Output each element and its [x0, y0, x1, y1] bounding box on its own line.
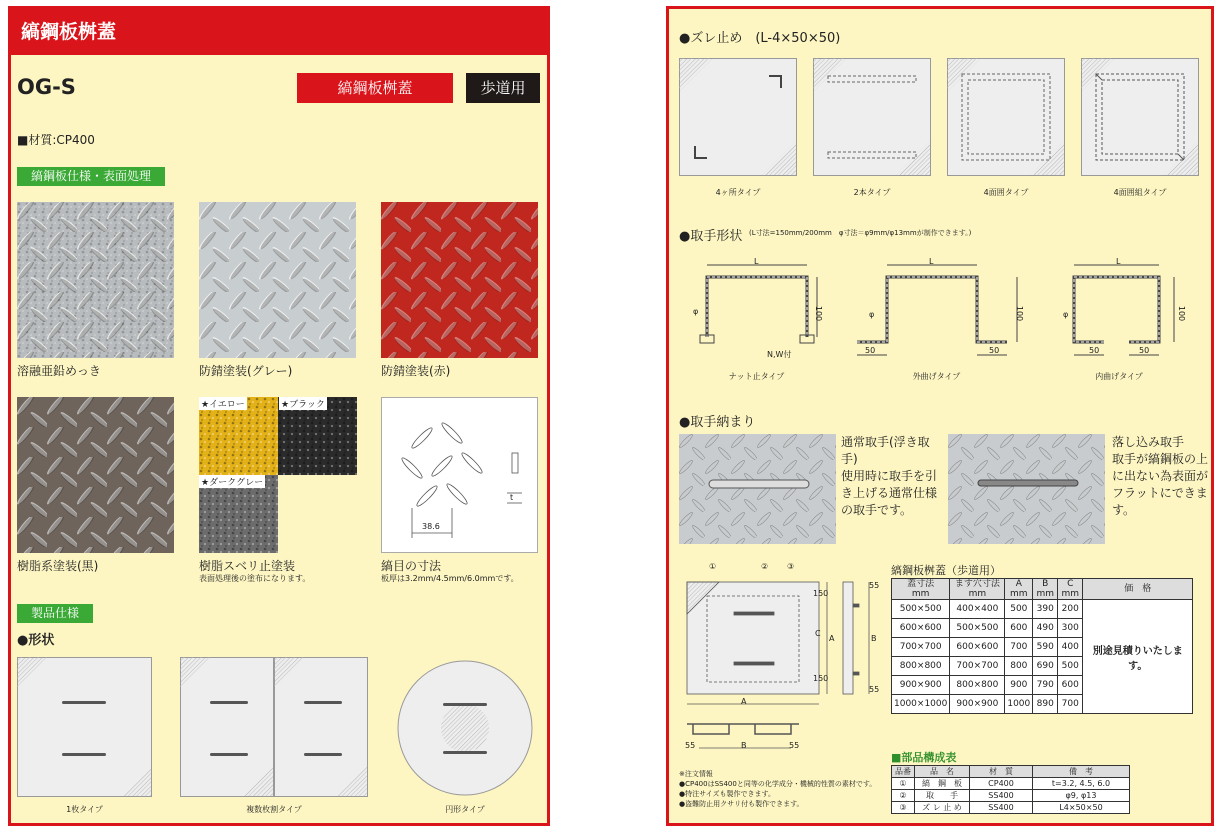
spec-header: ます穴寸法 mm: [950, 579, 1005, 600]
table-row: [892, 790, 1130, 802]
cell: SS400: [970, 802, 1033, 814]
nut-handle-drawing: [687, 257, 822, 367]
gray-paint-photo: [199, 202, 356, 358]
cell: 490: [1033, 619, 1058, 638]
cell: 500×500: [892, 600, 950, 619]
cell: 800×800: [950, 676, 1005, 695]
parts-table: [891, 765, 1130, 814]
dim-50: 50: [989, 346, 1000, 355]
dim-50: 50: [865, 346, 876, 355]
cell: 1000: [1005, 695, 1033, 714]
cell: 900: [1005, 676, 1033, 695]
parts-header: 備 考: [1033, 766, 1130, 778]
handle-type-label: 外曲げタイプ: [912, 372, 961, 381]
black-label: ★ブラック: [279, 397, 327, 410]
dim-B: B: [741, 741, 747, 750]
cell: CP400: [970, 778, 1033, 790]
cell: 縞 鋼 板: [915, 778, 970, 790]
cell: ズ レ 止 め: [915, 802, 970, 814]
yellow-label: ★イエロー: [199, 397, 247, 410]
storage-heading: ●取手納まり: [679, 415, 756, 430]
cell: 690: [1033, 657, 1058, 676]
stopper-2bar-drawing: [813, 58, 931, 176]
cell: 200: [1058, 600, 1083, 619]
cell: 300: [1058, 619, 1083, 638]
text-line: 通常取手(浮き取: [841, 435, 930, 449]
shape-label: 1枚タイプ: [66, 805, 103, 814]
parts-header: 材 質: [970, 766, 1033, 778]
finish-note: 板厚は3.2mm/4.5mm/6.0mmです。: [381, 574, 519, 583]
table-row: [892, 778, 1130, 790]
dim-55: 55: [685, 741, 696, 750]
dim-nut: N,W付: [767, 350, 792, 359]
cell: 800: [1005, 657, 1033, 676]
product-tag: 縞鋼板桝蓋: [297, 73, 453, 103]
drop-handle-photo: [948, 434, 1105, 544]
cell: 700×700: [892, 638, 950, 657]
shape-label: 複数枚割タイプ: [246, 805, 302, 814]
cell: 700: [1005, 638, 1033, 657]
dim-100: 100: [1015, 305, 1025, 322]
dim-50: 50: [1139, 346, 1150, 355]
pattern-width-label: 38.6: [422, 522, 440, 531]
text-line: 取手が縞鋼板の上: [1112, 452, 1209, 466]
parts-header: 品 名: [915, 766, 970, 778]
cell: 700×700: [950, 657, 1005, 676]
callout-3: ③: [787, 562, 795, 571]
finish-label: 樹脂系塗装(黒): [17, 559, 99, 573]
dim-A: A: [741, 697, 747, 706]
stopper-label: 4面囲組タイプ: [1113, 188, 1167, 197]
cell: 500: [1005, 600, 1033, 619]
shape-heading: ●形状: [17, 633, 55, 648]
dim-phi: φ: [1063, 310, 1069, 319]
split-plate-drawing: [180, 657, 368, 797]
stopper-4corner-drawing: [679, 58, 797, 176]
stopper-heading: ●ズレ止め (L-4×50×50): [679, 31, 841, 46]
cell: 590: [1033, 638, 1058, 657]
text-line: す。: [1112, 503, 1136, 517]
finish-label: 溶融亜鉛めっき: [17, 364, 101, 378]
cell: 600: [1058, 676, 1083, 695]
pattern-dimension-drawing: [381, 397, 538, 553]
text-line: フラットにできま: [1112, 486, 1208, 500]
finish-label: 樹脂スベリ止塗装: [199, 559, 296, 573]
red-paint-photo: [381, 202, 538, 358]
spec-header: 蓋寸法 mm: [892, 579, 950, 600]
text-line: に出ない為表面が: [1112, 469, 1209, 483]
dim-150: 150: [813, 589, 829, 598]
dim-L: L: [1116, 257, 1121, 266]
note-line: ※注文情報: [679, 770, 713, 778]
price-cell: 別途見積りいたします。: [1083, 600, 1193, 714]
text-line: き上げる通常仕様: [841, 486, 938, 500]
finish-label: 防錆塗装(グレー): [199, 364, 293, 378]
handle-note: (L寸法=150mm/200mm φ寸法＝φ9mm/φ13mmが制作できます。): [749, 229, 972, 237]
cell: ②: [892, 790, 915, 802]
dim-55: 55: [869, 685, 880, 694]
finish-label: 縞目の寸法: [381, 559, 442, 573]
cell: SS400: [970, 790, 1033, 802]
note-line: ●盗難防止用クサリ付も製作できます。: [679, 800, 804, 808]
cell: 800×800: [892, 657, 950, 676]
dim-55: 55: [869, 581, 880, 590]
product-section-label: 製品仕様: [17, 604, 93, 623]
cell: 取 手: [915, 790, 970, 802]
normal-handle-photo: [679, 434, 836, 544]
cell: t=3.2, 4.5, 6.0: [1033, 778, 1130, 790]
model-code: OG-S: [17, 75, 76, 99]
cell: 600×600: [892, 619, 950, 638]
cell: ①: [892, 778, 915, 790]
dim-50: 50: [1089, 346, 1100, 355]
cell: 900×900: [892, 676, 950, 695]
cell: ③: [892, 802, 915, 814]
finish-note: 表面処理後の塗布になります。: [199, 574, 311, 583]
dim-phi: φ: [869, 310, 875, 319]
table-row: [892, 802, 1130, 814]
dim-100: 100: [814, 305, 824, 322]
handle-type-label: ナット止タイプ: [728, 372, 785, 381]
dim-phi: φ: [693, 307, 699, 316]
thickness-label: t: [510, 493, 514, 502]
right-catalog-page: [666, 6, 1214, 826]
spec-header: B mm: [1033, 579, 1058, 600]
dim-55: 55: [789, 741, 800, 750]
dim-B-side: B: [871, 634, 877, 643]
callout-2: ②: [761, 562, 769, 571]
cell: L4×50×50: [1033, 802, 1130, 814]
dim-L: L: [754, 257, 759, 266]
anti-slip-samples: [199, 397, 357, 553]
galvanized-photo: [17, 202, 174, 358]
handle-type-label: 内曲げタイプ: [1095, 372, 1143, 381]
spec-table-title: 縞鋼板桝蓋（歩道用）: [891, 564, 1001, 577]
order-notes: [679, 769, 876, 809]
shape-label: 円形タイプ: [445, 805, 485, 814]
text-line: の取手です。: [841, 503, 913, 517]
drop-handle-text: [1112, 434, 1208, 519]
surface-section-label: 縞鋼板仕様・表面処理: [17, 167, 165, 186]
cell: 790: [1033, 676, 1058, 695]
stopper-label: 4面囲タイプ: [983, 188, 1029, 197]
dim-L: L: [929, 257, 934, 266]
handle-heading: ●取手形状: [679, 229, 743, 244]
left-catalog-page: [8, 6, 550, 826]
note-line: ●特注サイズも製作できます。: [679, 790, 775, 798]
stopper-label: 2本タイプ: [853, 188, 891, 197]
darkgray-label: ★ダークグレー: [199, 475, 265, 488]
table-row: [892, 600, 1193, 619]
text-line: 使用時に取手を引: [841, 469, 938, 483]
stopper-4side-assembled-drawing: [1081, 58, 1199, 176]
cell: 400: [1058, 638, 1083, 657]
cell: 600×600: [950, 638, 1005, 657]
material-text: ■材質:CP400: [17, 133, 95, 147]
cell: 890: [1033, 695, 1058, 714]
callout-1: ①: [709, 562, 717, 571]
round-plate-drawing: [396, 659, 534, 797]
spec-header: A mm: [1005, 579, 1033, 600]
dim-C: C: [815, 629, 821, 638]
assembly-drawing: [679, 564, 879, 754]
finish-label: 防錆塗装(赤): [381, 364, 451, 378]
cell: 1000×1000: [892, 695, 950, 714]
dim-100: 100: [1177, 305, 1187, 322]
single-plate-drawing: [17, 657, 152, 797]
cell: 390: [1033, 600, 1058, 619]
parts-table-title: ■部品構成表: [891, 751, 957, 764]
page-title: 縞鋼板桝蓋: [11, 9, 547, 55]
text-line: 落し込み取手: [1112, 435, 1185, 449]
stopper-label: 4ヶ所タイプ: [715, 188, 761, 197]
cell: 700: [1058, 695, 1083, 714]
cell: φ9, φ13: [1033, 790, 1130, 802]
normal-handle-text: [841, 434, 937, 519]
spec-header: C mm: [1058, 579, 1083, 600]
cell: 600: [1005, 619, 1033, 638]
note-line: ●CP400はSS400と同等の化学成分・機械的性質の素材です。: [679, 780, 877, 788]
cell: 400×400: [950, 600, 1005, 619]
cell: 500: [1058, 657, 1083, 676]
cell: 900×900: [950, 695, 1005, 714]
text-line: 手): [841, 452, 858, 466]
dim-A-side: A: [829, 634, 835, 643]
parts-header: 品番: [892, 766, 915, 778]
cell: 500×500: [950, 619, 1005, 638]
spec-header: 価 格: [1083, 579, 1193, 600]
spec-table: [891, 578, 1193, 714]
dim-150: 150: [813, 674, 829, 683]
black-resin-photo: [17, 397, 174, 553]
use-tag: 歩道用: [466, 73, 540, 103]
stopper-4side-drawing: [947, 58, 1065, 176]
